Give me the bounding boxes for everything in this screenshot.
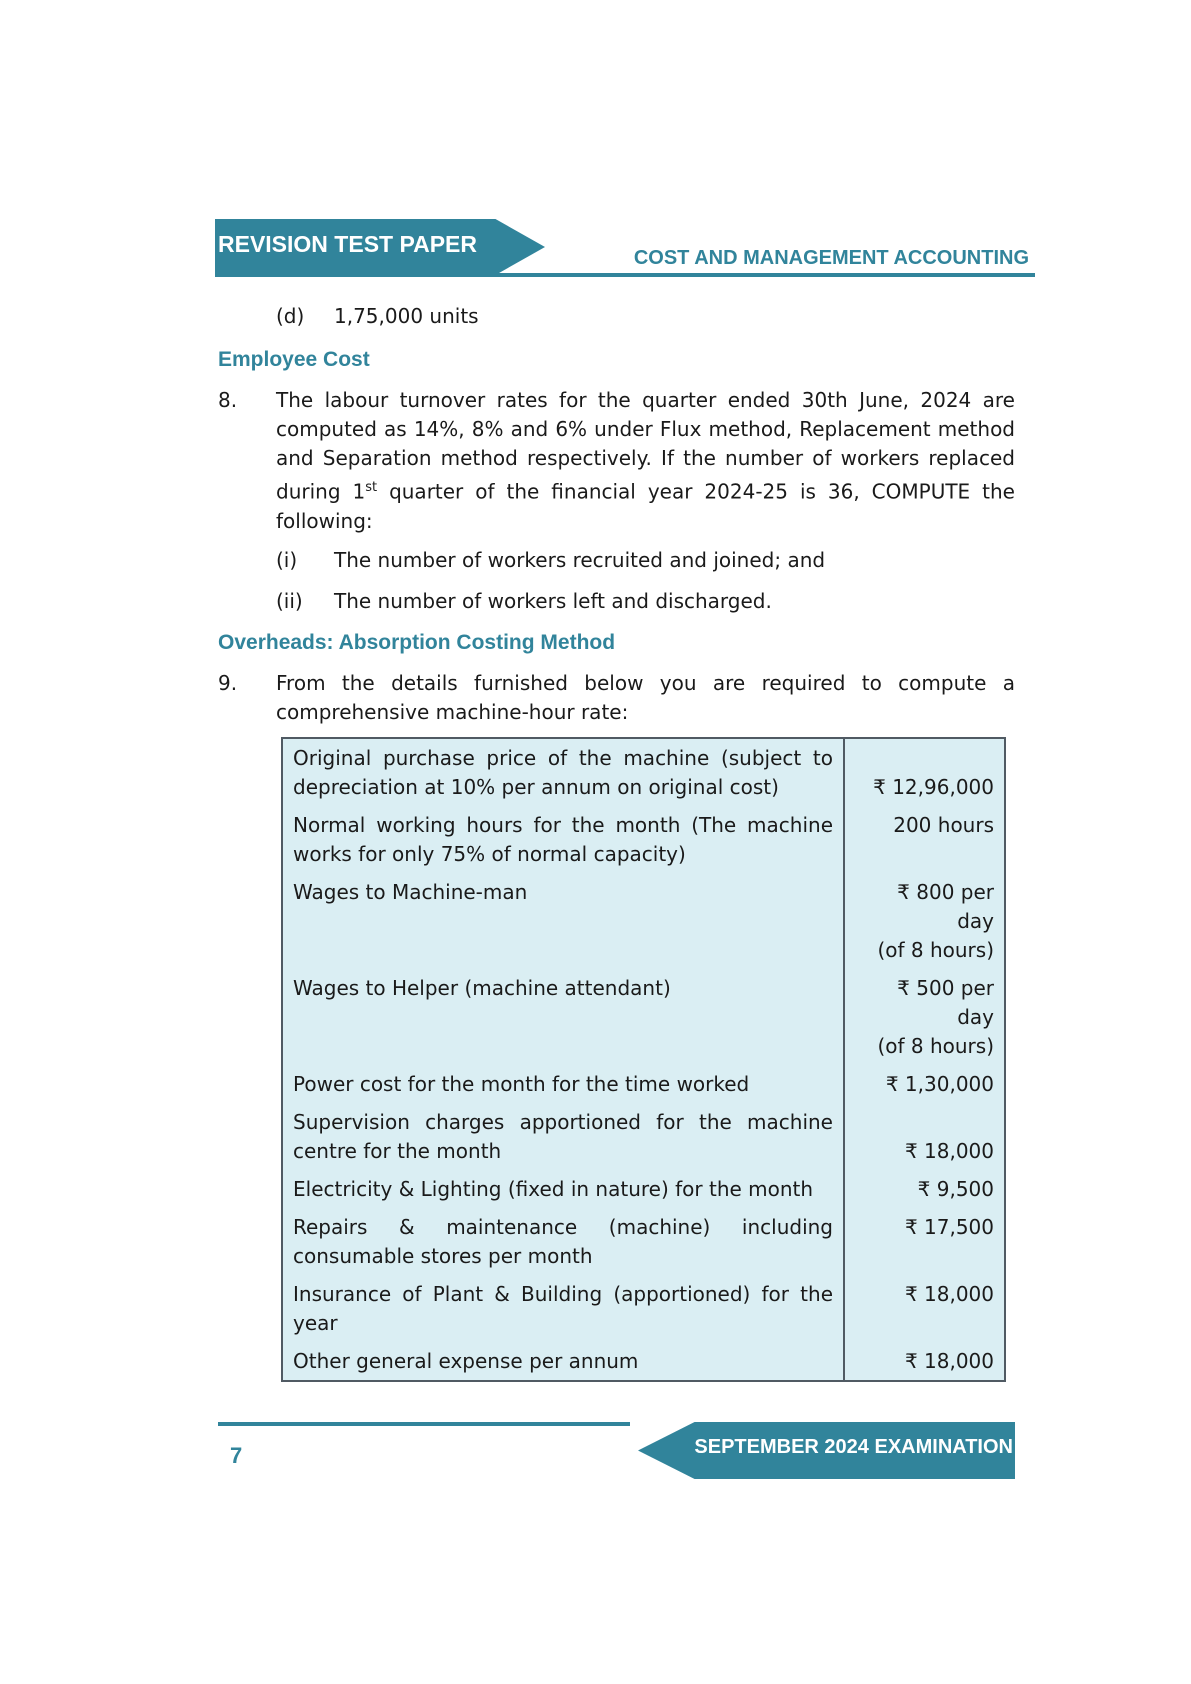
page-number: 7 xyxy=(230,1443,243,1468)
row-value: ₹ 17,500 xyxy=(904,1214,994,1239)
row-description: Insurance of Plant & Building (apportioned) for the year xyxy=(282,1275,844,1342)
row-value: ₹ 1,30,000 xyxy=(885,1071,994,1096)
section-heading-overheads: Overheads: Absorption Costing Method xyxy=(218,630,616,654)
row-value: ₹ 500 per day xyxy=(897,975,994,1029)
superscript: st xyxy=(365,480,378,495)
header-subject: COST AND MANAGEMENT ACCOUNTING xyxy=(633,247,1029,269)
row-description: Wages to Helper (machine attendant) xyxy=(282,969,844,1065)
row-description: Wages to Machine-man xyxy=(282,873,844,969)
option-label: (d) xyxy=(276,304,305,328)
table-row xyxy=(282,1170,1005,1208)
row-description: Power cost for the month for the time worked xyxy=(282,1065,844,1103)
row-description: Repairs & maintenance (machine) including consumable stores per month xyxy=(282,1208,844,1275)
row-description: Supervision charges apportioned for the machine centre for the month xyxy=(282,1103,844,1170)
table-row xyxy=(282,1208,1005,1275)
question-text-part1: The labour turnover rates for the quarter ended 30th June, 2024 are computed as 14%, 8% and 6% under Flux method, Replacement method and Separation method respectively. If the number of workers replaced during 1 xyxy=(276,388,1015,504)
table-row xyxy=(282,1065,1005,1103)
sub-item-label: (i) xyxy=(276,547,298,572)
question-text xyxy=(276,386,1015,536)
row-value: ₹ 9,500 xyxy=(917,1176,994,1201)
sub-item-text: The number of workers recruited and joined; and xyxy=(334,547,826,572)
sub-item-ii xyxy=(276,587,1015,616)
row-value: ₹ 18,000 xyxy=(904,1281,994,1306)
row-value: ₹ 12,96,000 xyxy=(873,774,994,799)
row-value-cell xyxy=(844,969,1005,1065)
table-row xyxy=(282,806,1005,873)
table-row xyxy=(282,969,1005,1065)
option-text: 1,75,000 units xyxy=(334,304,479,328)
row-description: Other general expense per annum xyxy=(282,1342,844,1381)
question-8 xyxy=(218,386,1015,536)
section-heading-employee-cost: Employee Cost xyxy=(218,348,370,371)
question-text-part2: quarter of the financial year 2024-25 is 36, COMPUTE the following: xyxy=(276,479,1015,533)
table-row xyxy=(282,738,1005,806)
question-text: From the details furnished below you are required to compute a comprehensive machine-hour rate: xyxy=(276,670,1015,724)
row-value-cell xyxy=(844,873,1005,969)
sub-item-label: (ii) xyxy=(276,588,303,613)
sub-item-text: The number of workers left and discharged. xyxy=(334,588,772,613)
row-value: ₹ 18,000 xyxy=(904,1348,994,1373)
table-row xyxy=(282,1275,1005,1342)
row-value-note: (of 8 hours) xyxy=(877,937,994,962)
table-row xyxy=(282,873,1005,969)
answer-option-d xyxy=(276,302,1015,331)
header-tab-title: REVISION TEST PAPER xyxy=(218,231,478,257)
question-number: 9. xyxy=(218,670,238,695)
question-9 xyxy=(218,669,1015,727)
row-value: ₹ 800 per day xyxy=(897,879,994,933)
row-value: 200 hours xyxy=(893,812,994,837)
row-description: Original purchase price of the machine (subject to depreciation at 10% per annum on original cost) xyxy=(282,738,844,806)
row-value: ₹ 18,000 xyxy=(904,1138,994,1163)
row-description: Electricity & Lighting (fixed in nature) for the month xyxy=(282,1170,844,1208)
footer-exam-label: SEPTEMBER 2024 EXAMINATION xyxy=(694,1436,1013,1458)
header-rule xyxy=(215,273,1035,277)
sub-item-i xyxy=(276,546,1015,575)
machine-cost-table xyxy=(281,737,1006,1382)
row-description: Normal working hours for the month (The machine works for only 75% of normal capacity) xyxy=(282,806,844,873)
page-content xyxy=(218,302,1015,1382)
table-row xyxy=(282,1103,1005,1170)
question-number: 8. xyxy=(218,388,238,412)
row-value-note: (of 8 hours) xyxy=(877,1033,994,1058)
footer-rule xyxy=(218,1422,630,1426)
table-row xyxy=(282,1342,1005,1381)
